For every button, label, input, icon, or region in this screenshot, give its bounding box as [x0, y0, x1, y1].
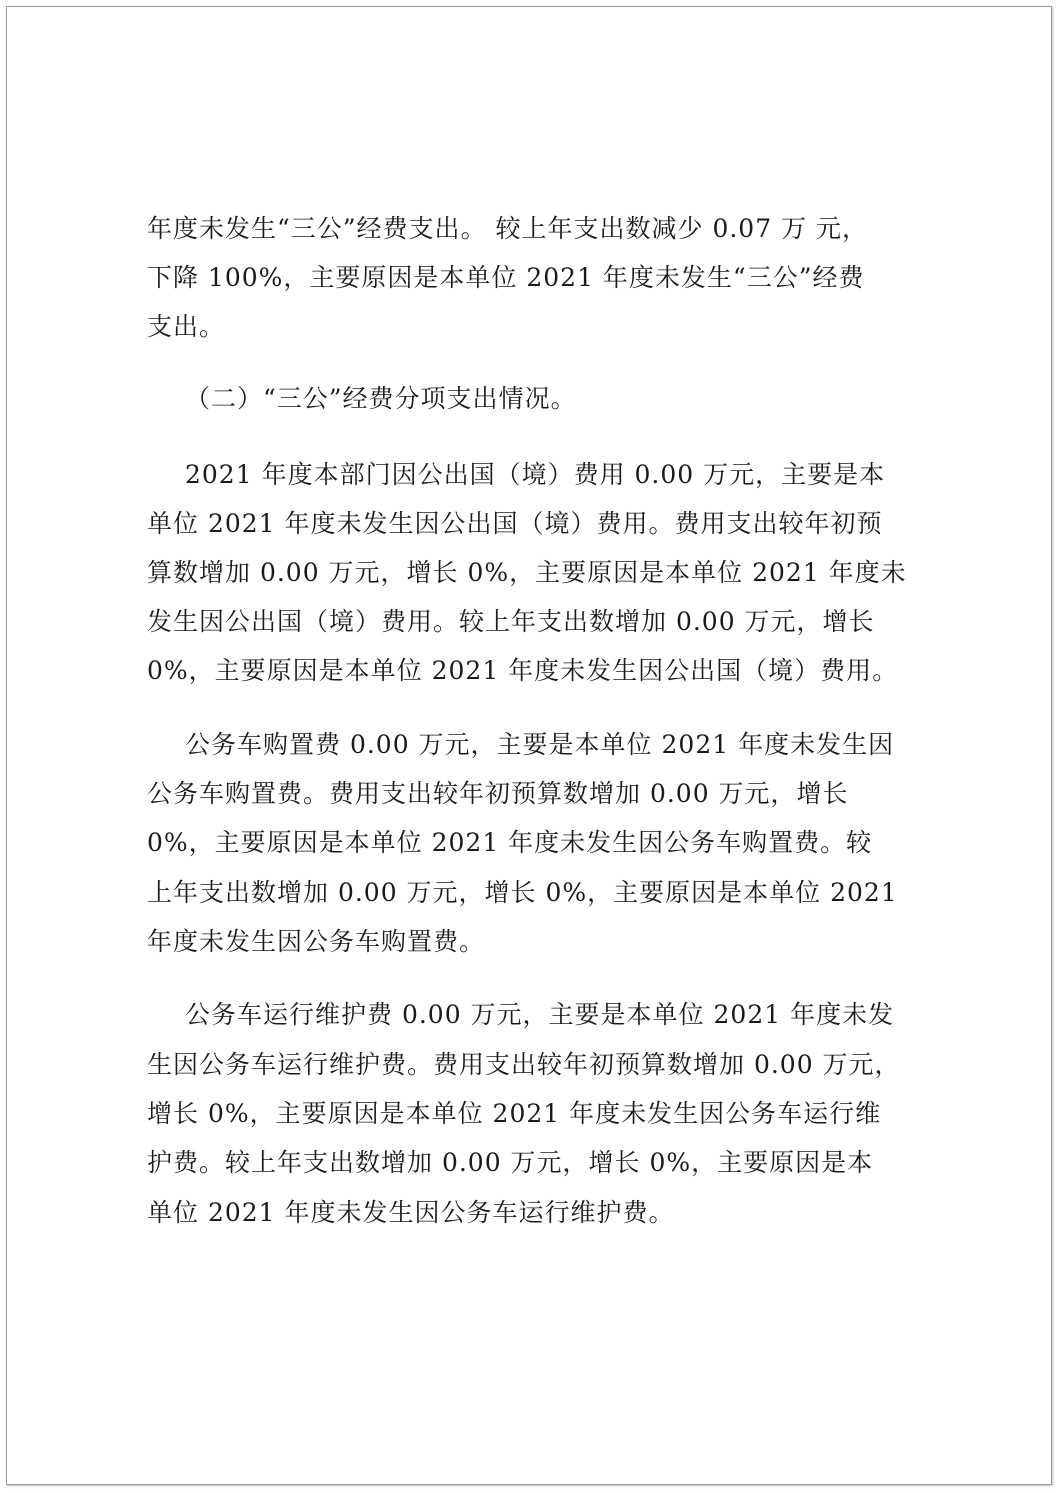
- paragraph-vehicle-operation-line-3: 增长 0%，主要原因是本单位 2021 年度未发生因公务车运行维: [147, 1099, 882, 1128]
- paragraph-vehicle-purchase-line-4: 上年支出数增加 0.00 万元，增长 0%，主要原因是本单位 2021: [147, 878, 898, 907]
- paragraph-overseas-line-2: 单位 2021 年度未发生因公出国（境）费用。费用支出较年初预: [147, 509, 883, 538]
- paragraph-overseas-line-3: 算数增加 0.00 万元，增长 0%，主要原因是本单位 2021 年度未: [147, 558, 907, 587]
- paragraph-vehicle-purchase-line-5: 年度未发生因公务车购置费。: [147, 927, 486, 956]
- document-page: [6, 6, 1052, 1485]
- paragraph-vehicle-purchase-line-3: 0%，主要原因是本单位 2021 年度未发生因公务车购置费。较: [147, 828, 873, 857]
- paragraph-1-line-2: 下降 100%，主要原因是本单位 2021 年度未发生“三公”经费: [147, 263, 865, 292]
- paragraph-1-line-3: 支出。: [147, 312, 226, 341]
- paragraph-overseas-line-4: 发生因公出国（境）费用。较上年支出数增加 0.00 万元，增长: [147, 607, 875, 636]
- section-heading: （二）“三公”经费分项支出情况。: [185, 384, 577, 413]
- paragraph-vehicle-operation-line-4: 护费。较上年支出数增加 0.00 万元，增长 0%，主要原因是本: [147, 1148, 874, 1177]
- paragraph-vehicle-operation-line-2: 生因公务车运行维护费。费用支出较年初预算数增加 0.00 万元，: [147, 1050, 901, 1079]
- paragraph-overseas-line-5: 0%，主要原因是本单位 2021 年度未发生因公出国（境）费用。: [147, 656, 899, 685]
- paragraph-1-line-1: 年度未发生“三公”经费支出。 较上年支出数减少 0.07 万 元，: [147, 214, 869, 243]
- paragraph-vehicle-operation-line-1: 公务车运行维护费 0.00 万元，主要是本单位 2021 年度未发: [185, 1000, 895, 1029]
- paragraph-overseas-line-1: 2021 年度本部门因公出国（境）费用 0.00 万元，主要是本: [185, 460, 886, 489]
- paragraph-vehicle-purchase-line-2: 公务车购置费。费用支出较年初预算数增加 0.00 万元，增长: [147, 779, 849, 808]
- paragraph-vehicle-operation-line-5: 单位 2021 年度未发生因公务车运行维护费。: [147, 1198, 675, 1227]
- paragraph-vehicle-purchase-line-1: 公务车购置费 0.00 万元，主要是本单位 2021 年度未发生因: [185, 730, 895, 759]
